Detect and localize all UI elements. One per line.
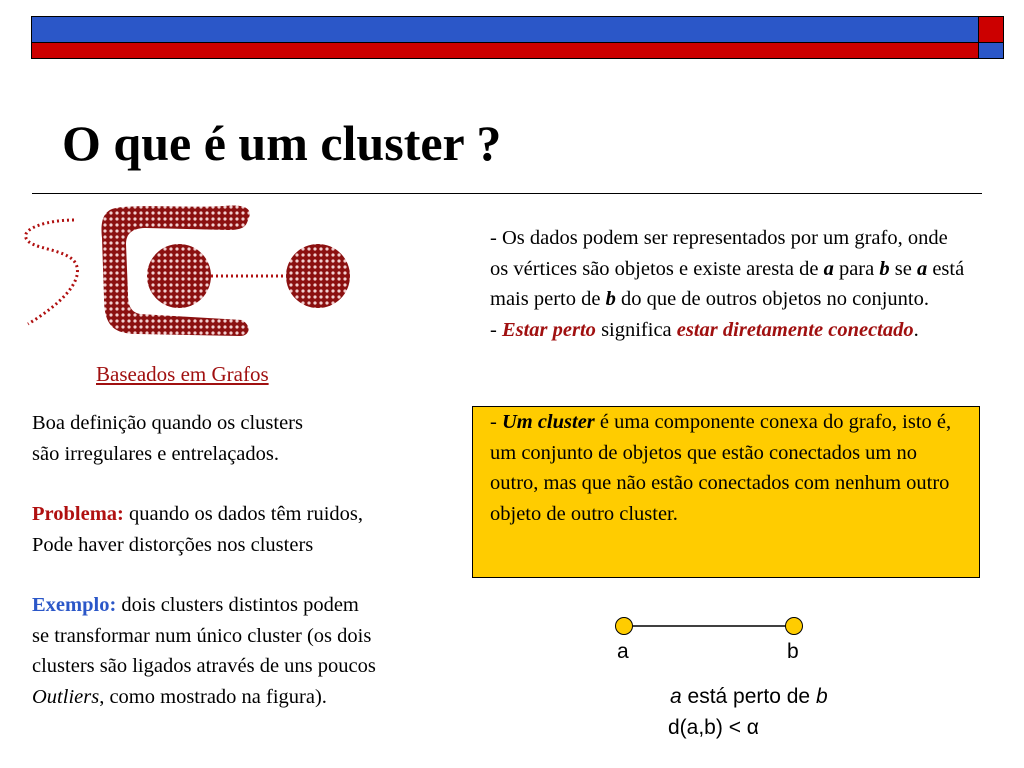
def-text-a: - Os dados podem ser representados por um grafo, onde os vértices são objetos e existe aresta de xyxy=(490,227,948,280)
estar-perto-paragraph xyxy=(490,315,970,346)
cluster-definition-paragraph xyxy=(490,407,960,529)
def-text-c: se xyxy=(889,257,917,280)
top-bar-red xyxy=(31,42,979,59)
period: . xyxy=(913,318,919,341)
var-b-2: b xyxy=(605,288,616,310)
example-end: , como mostrado na figura). xyxy=(99,685,327,708)
slide-title: O que é um cluster ? xyxy=(62,115,502,171)
outliers-term: Outliers xyxy=(32,685,100,708)
inner-cluster-circle xyxy=(147,244,211,308)
estar-conectado-term: estar diretamente conectado xyxy=(676,318,914,341)
um-cluster-term: Um cluster xyxy=(501,411,595,433)
example-line-4 xyxy=(32,682,472,713)
cluster-definition-text xyxy=(490,407,960,529)
right-text-block xyxy=(490,223,970,345)
node-b-circle xyxy=(786,618,803,635)
right-cluster-circle xyxy=(286,244,350,308)
cluster-definition-body: é uma componente conexa do grafo, isto é, um conjunto de objetos que estão conectados um no outro, mas que não estão conectados com nenhum outro objeto de outro cluster. xyxy=(490,411,952,525)
problem-line xyxy=(32,499,472,530)
node-a-label: a xyxy=(617,640,629,663)
var-a: a xyxy=(823,257,834,280)
dash-2: - xyxy=(490,411,502,433)
example-label: Exemplo: xyxy=(32,594,117,616)
example-line xyxy=(32,590,472,621)
problem-text: quando os dados têm ruidos, xyxy=(123,503,364,525)
relation-var-b: b xyxy=(815,685,828,708)
corner-square-blue xyxy=(978,42,1004,59)
figure-caption: Baseados em Grafos xyxy=(96,362,269,386)
relation-line xyxy=(670,685,828,709)
node-a-circle xyxy=(616,618,633,635)
def-text-e: do que de outros objetos no conjunto. xyxy=(615,288,929,310)
definition-line-1: Boa definição quando os clusters xyxy=(32,412,303,434)
def-text-d: está mais perto de xyxy=(490,257,965,310)
problem-line-2: Pode haver distorções nos clusters xyxy=(32,533,314,556)
top-bar-blue xyxy=(31,16,979,43)
significa-text: significa xyxy=(595,318,677,341)
dash: - xyxy=(490,318,502,341)
cluster-graph-figure xyxy=(18,198,358,348)
corner-square-red xyxy=(978,16,1004,43)
var-a-2: a xyxy=(916,257,928,280)
graph-definition-paragraph xyxy=(490,223,970,315)
relation-text: está perto de xyxy=(681,685,816,708)
distance-formula: d(a,b) < α xyxy=(668,716,759,739)
edge-diagram xyxy=(612,614,812,640)
example-line-2: se transformar num único cluster (os dois xyxy=(32,624,372,647)
estar-perto-term: Estar perto xyxy=(501,318,596,341)
node-b-label: b xyxy=(787,640,799,663)
outlier-dotted-curve-top xyxy=(26,220,78,324)
def-text-b: para xyxy=(833,257,880,280)
var-b: b xyxy=(879,257,890,280)
problem-label: Problema: xyxy=(32,503,124,525)
definition-line-2: são irregulares e entrelaçados. xyxy=(32,442,280,465)
title-divider xyxy=(32,193,982,194)
example-line-3: clusters são ligados através de uns poucos xyxy=(32,655,376,677)
relation-var-a: a xyxy=(670,685,682,708)
left-text-block xyxy=(32,408,472,712)
example-text: dois clusters distintos podem xyxy=(116,594,359,616)
